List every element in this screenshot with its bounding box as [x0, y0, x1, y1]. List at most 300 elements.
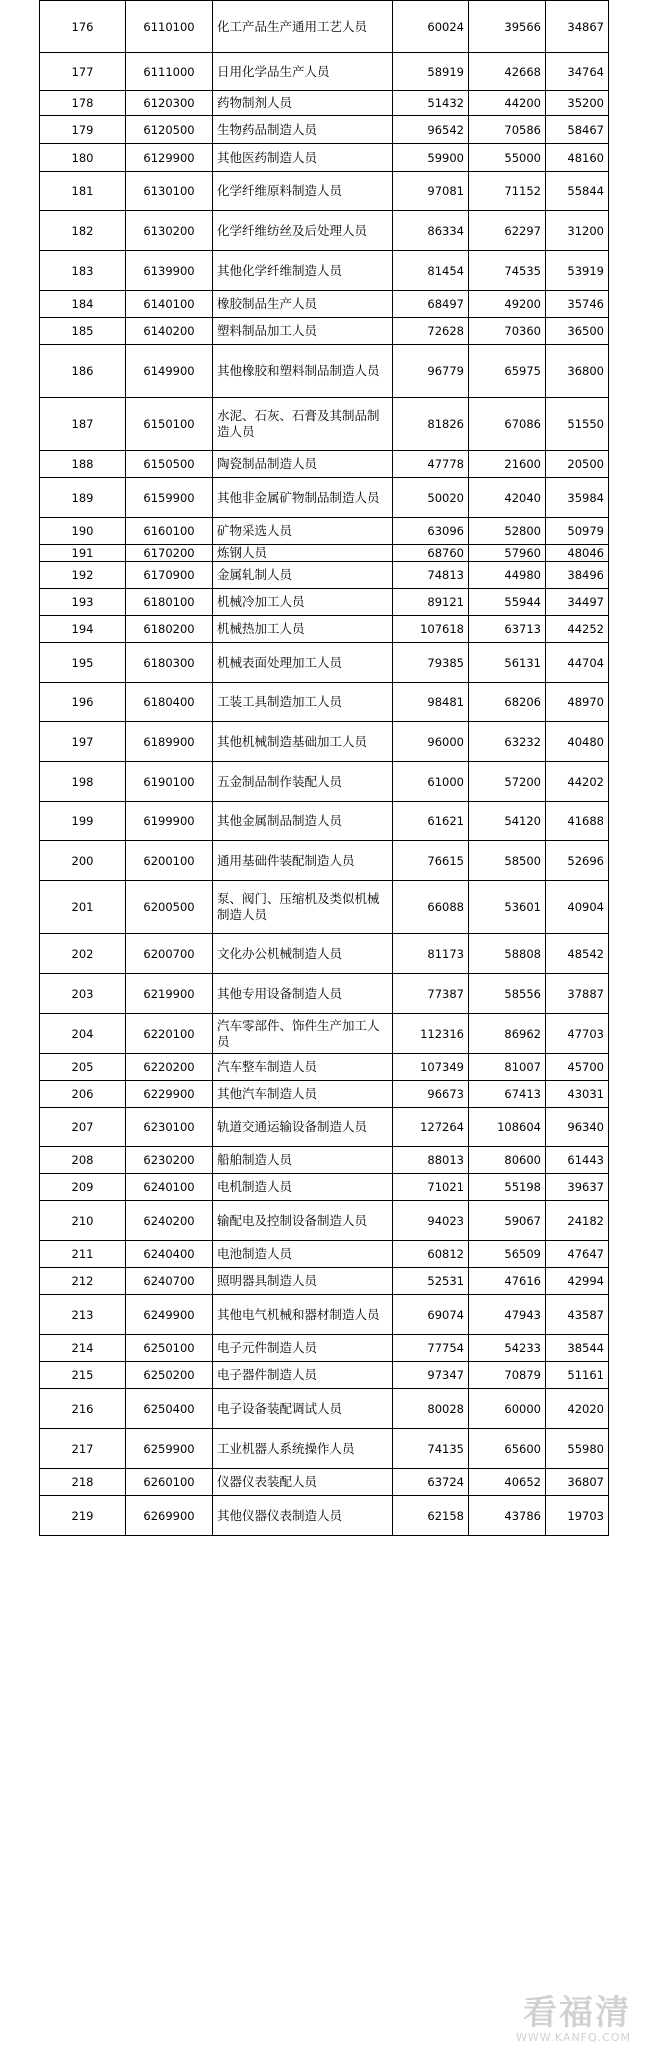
value-high-cell: 77387	[393, 974, 469, 1014]
row-number-cell: 193	[40, 589, 126, 616]
row-number-cell: 199	[40, 802, 126, 841]
occupation-code-cell: 6180400	[126, 683, 213, 722]
value-low-cell: 42994	[546, 1268, 609, 1295]
value-high-cell: 97081	[393, 172, 469, 211]
value-mid-cell: 57960	[469, 545, 546, 562]
value-low-cell: 44704	[546, 643, 609, 683]
occupation-name-cell: 其他汽车制造人员	[213, 1081, 393, 1108]
occupation-name-cell: 水泥、石灰、石膏及其制品制造人员	[213, 398, 393, 451]
value-low-cell: 24182	[546, 1201, 609, 1241]
value-mid-cell: 58808	[469, 934, 546, 974]
table-row	[40, 291, 609, 318]
row-number-cell: 198	[40, 762, 126, 802]
occupation-name-cell: 炼钢人员	[213, 545, 393, 562]
value-mid-cell: 81007	[469, 1054, 546, 1081]
value-mid-cell: 70586	[469, 116, 546, 144]
salary-table-sheet	[39, 0, 605, 1536]
occupation-code-cell: 6160100	[126, 518, 213, 545]
row-number-cell: 218	[40, 1469, 126, 1496]
value-high-cell: 68497	[393, 291, 469, 318]
value-low-cell: 35746	[546, 291, 609, 318]
value-mid-cell: 40652	[469, 1469, 546, 1496]
occupation-code-cell: 6130200	[126, 211, 213, 251]
occupation-code-cell: 6150500	[126, 451, 213, 478]
occupation-code-cell: 6120300	[126, 91, 213, 116]
occupation-name-cell: 塑料制品加工人员	[213, 318, 393, 345]
occupation-name-cell: 陶瓷制品制造人员	[213, 451, 393, 478]
occupation-code-cell: 6150100	[126, 398, 213, 451]
value-low-cell: 36807	[546, 1469, 609, 1496]
table-row	[40, 1054, 609, 1081]
value-low-cell: 39637	[546, 1174, 609, 1201]
row-number-cell: 211	[40, 1241, 126, 1268]
value-mid-cell: 54233	[469, 1335, 546, 1362]
table-row	[40, 1295, 609, 1335]
value-mid-cell: 70360	[469, 318, 546, 345]
value-mid-cell: 49200	[469, 291, 546, 318]
row-number-cell: 176	[40, 1, 126, 53]
value-low-cell: 51161	[546, 1362, 609, 1389]
occupation-name-cell: 机械表面处理加工人员	[213, 643, 393, 683]
value-low-cell: 96340	[546, 1108, 609, 1147]
row-number-cell: 178	[40, 91, 126, 116]
table-row	[40, 1389, 609, 1429]
occupation-name-cell: 工业机器人系统操作人员	[213, 1429, 393, 1469]
value-mid-cell: 42040	[469, 478, 546, 518]
value-high-cell: 74135	[393, 1429, 469, 1469]
table-row	[40, 1, 609, 53]
table-row	[40, 881, 609, 934]
row-number-cell: 180	[40, 144, 126, 172]
value-low-cell: 52696	[546, 841, 609, 881]
table-row	[40, 91, 609, 116]
value-low-cell: 48046	[546, 545, 609, 562]
occupation-code-cell: 6180300	[126, 643, 213, 683]
table-row	[40, 1268, 609, 1295]
value-mid-cell: 86962	[469, 1014, 546, 1054]
value-mid-cell: 59067	[469, 1201, 546, 1241]
value-mid-cell: 65975	[469, 345, 546, 398]
value-low-cell: 48970	[546, 683, 609, 722]
value-low-cell: 36500	[546, 318, 609, 345]
watermark-url-text: WWW.KANFQ.COM	[516, 2031, 631, 2044]
occupation-code-cell: 6230200	[126, 1147, 213, 1174]
occupation-name-cell: 化学纤维原料制造人员	[213, 172, 393, 211]
occupation-name-cell: 橡胶制品生产人员	[213, 291, 393, 318]
row-number-cell: 184	[40, 291, 126, 318]
occupation-code-cell: 6190100	[126, 762, 213, 802]
table-row	[40, 318, 609, 345]
table-row	[40, 116, 609, 144]
value-mid-cell: 44980	[469, 562, 546, 589]
value-high-cell: 127264	[393, 1108, 469, 1147]
occupation-code-cell: 6230100	[126, 1108, 213, 1147]
occupation-name-cell: 电池制造人员	[213, 1241, 393, 1268]
value-low-cell: 38544	[546, 1335, 609, 1362]
table-row	[40, 251, 609, 291]
occupation-code-cell: 6259900	[126, 1429, 213, 1469]
row-number-cell: 187	[40, 398, 126, 451]
value-mid-cell: 71152	[469, 172, 546, 211]
value-high-cell: 50020	[393, 478, 469, 518]
value-high-cell: 79385	[393, 643, 469, 683]
table-row	[40, 518, 609, 545]
value-high-cell: 60812	[393, 1241, 469, 1268]
value-high-cell: 63724	[393, 1469, 469, 1496]
table-row	[40, 398, 609, 451]
row-number-cell: 189	[40, 478, 126, 518]
value-high-cell: 59900	[393, 144, 469, 172]
occupation-code-cell: 6129900	[126, 144, 213, 172]
table-row	[40, 616, 609, 643]
value-mid-cell: 57200	[469, 762, 546, 802]
value-low-cell: 20500	[546, 451, 609, 478]
value-low-cell: 36800	[546, 345, 609, 398]
occupation-name-cell: 照明器具制造人员	[213, 1268, 393, 1295]
table-row	[40, 934, 609, 974]
value-high-cell: 71021	[393, 1174, 469, 1201]
row-number-cell: 204	[40, 1014, 126, 1054]
value-high-cell: 74813	[393, 562, 469, 589]
occupation-code-cell: 6180200	[126, 616, 213, 643]
row-number-cell: 192	[40, 562, 126, 589]
occupation-name-cell: 其他橡胶和塑料制品制造人员	[213, 345, 393, 398]
value-mid-cell: 70879	[469, 1362, 546, 1389]
table-row	[40, 589, 609, 616]
occupation-code-cell: 6220200	[126, 1054, 213, 1081]
value-mid-cell: 55000	[469, 144, 546, 172]
occupation-name-cell: 其他金属制品制造人员	[213, 802, 393, 841]
occupation-name-cell: 通用基础件装配制造人员	[213, 841, 393, 881]
row-number-cell: 179	[40, 116, 126, 144]
table-row	[40, 1081, 609, 1108]
value-high-cell: 86334	[393, 211, 469, 251]
occupation-code-cell: 6200500	[126, 881, 213, 934]
value-mid-cell: 58556	[469, 974, 546, 1014]
value-mid-cell: 63232	[469, 722, 546, 762]
occupation-code-cell: 6269900	[126, 1496, 213, 1536]
row-number-cell: 214	[40, 1335, 126, 1362]
value-low-cell: 35984	[546, 478, 609, 518]
occupation-code-cell: 6159900	[126, 478, 213, 518]
table-row	[40, 172, 609, 211]
occupation-name-cell: 化工产品生产通用工艺人员	[213, 1, 393, 53]
row-number-cell: 215	[40, 1362, 126, 1389]
value-low-cell: 55980	[546, 1429, 609, 1469]
value-mid-cell: 44200	[469, 91, 546, 116]
value-high-cell: 107618	[393, 616, 469, 643]
value-low-cell: 48160	[546, 144, 609, 172]
row-number-cell: 197	[40, 722, 126, 762]
occupation-code-cell: 6260100	[126, 1469, 213, 1496]
table-row	[40, 345, 609, 398]
value-low-cell: 53919	[546, 251, 609, 291]
occupation-code-cell: 6229900	[126, 1081, 213, 1108]
row-number-cell: 181	[40, 172, 126, 211]
row-number-cell: 208	[40, 1147, 126, 1174]
value-high-cell: 80028	[393, 1389, 469, 1429]
occupation-code-cell: 6249900	[126, 1295, 213, 1335]
occupation-name-cell: 其他机械制造基础加工人员	[213, 722, 393, 762]
occupation-name-cell: 轨道交通运输设备制造人员	[213, 1108, 393, 1147]
occupation-code-cell: 6189900	[126, 722, 213, 762]
value-high-cell: 88013	[393, 1147, 469, 1174]
value-high-cell: 98481	[393, 683, 469, 722]
occupation-name-cell: 泵、阀门、压缩机及类似机械制造人员	[213, 881, 393, 934]
table-row	[40, 1362, 609, 1389]
row-number-cell: 205	[40, 1054, 126, 1081]
value-high-cell: 62158	[393, 1496, 469, 1536]
occupation-code-cell: 6199900	[126, 802, 213, 841]
occupation-name-cell: 汽车零部件、饰件生产加工人员	[213, 1014, 393, 1054]
value-low-cell: 61443	[546, 1147, 609, 1174]
occupation-code-cell: 6219900	[126, 974, 213, 1014]
occupation-name-cell: 金属轧制人员	[213, 562, 393, 589]
value-mid-cell: 108604	[469, 1108, 546, 1147]
table-row	[40, 451, 609, 478]
value-high-cell: 94023	[393, 1201, 469, 1241]
value-low-cell: 48542	[546, 934, 609, 974]
value-high-cell: 89121	[393, 589, 469, 616]
value-high-cell: 96779	[393, 345, 469, 398]
occupation-name-cell: 化学纤维纺丝及后处理人员	[213, 211, 393, 251]
occupation-code-cell: 6140200	[126, 318, 213, 345]
value-mid-cell: 68206	[469, 683, 546, 722]
value-low-cell: 40480	[546, 722, 609, 762]
row-number-cell: 216	[40, 1389, 126, 1429]
value-low-cell: 40904	[546, 881, 609, 934]
row-number-cell: 188	[40, 451, 126, 478]
value-mid-cell: 74535	[469, 251, 546, 291]
table-row	[40, 1147, 609, 1174]
row-number-cell: 182	[40, 211, 126, 251]
value-mid-cell: 56131	[469, 643, 546, 683]
value-high-cell: 81454	[393, 251, 469, 291]
value-low-cell: 35200	[546, 91, 609, 116]
table-row	[40, 762, 609, 802]
value-low-cell: 44252	[546, 616, 609, 643]
value-mid-cell: 53601	[469, 881, 546, 934]
value-high-cell: 63096	[393, 518, 469, 545]
table-row	[40, 1469, 609, 1496]
occupation-name-cell: 输配电及控制设备制造人员	[213, 1201, 393, 1241]
value-low-cell: 47703	[546, 1014, 609, 1054]
row-number-cell: 196	[40, 683, 126, 722]
row-number-cell: 201	[40, 881, 126, 934]
value-high-cell: 97347	[393, 1362, 469, 1389]
value-high-cell: 61000	[393, 762, 469, 802]
table-row	[40, 1496, 609, 1536]
value-high-cell: 96673	[393, 1081, 469, 1108]
occupation-code-cell: 6170900	[126, 562, 213, 589]
occupation-code-cell: 6240200	[126, 1201, 213, 1241]
occupation-code-cell: 6149900	[126, 345, 213, 398]
occupation-code-cell: 6200100	[126, 841, 213, 881]
occupation-name-cell: 其他专用设备制造人员	[213, 974, 393, 1014]
occupation-name-cell: 电子设备装配调试人员	[213, 1389, 393, 1429]
occupation-code-cell: 6139900	[126, 251, 213, 291]
value-high-cell: 66088	[393, 881, 469, 934]
row-number-cell: 183	[40, 251, 126, 291]
occupation-code-cell: 6130100	[126, 172, 213, 211]
value-mid-cell: 80600	[469, 1147, 546, 1174]
table-row	[40, 144, 609, 172]
value-low-cell: 50979	[546, 518, 609, 545]
value-low-cell: 34497	[546, 589, 609, 616]
occupation-name-cell: 仪器仪表装配人员	[213, 1469, 393, 1496]
occupation-code-cell: 6240100	[126, 1174, 213, 1201]
value-low-cell: 47647	[546, 1241, 609, 1268]
value-mid-cell: 58500	[469, 841, 546, 881]
row-number-cell: 206	[40, 1081, 126, 1108]
row-number-cell: 207	[40, 1108, 126, 1147]
value-low-cell: 55844	[546, 172, 609, 211]
occupation-name-cell: 其他非金属矿物制品制造人员	[213, 478, 393, 518]
occupation-name-cell: 汽车整车制造人员	[213, 1054, 393, 1081]
value-mid-cell: 43786	[469, 1496, 546, 1536]
table-body	[40, 1, 609, 1536]
value-low-cell: 38496	[546, 562, 609, 589]
value-high-cell: 107349	[393, 1054, 469, 1081]
salary-table	[39, 0, 609, 1536]
table-row	[40, 53, 609, 91]
occupation-name-cell: 工装工具制造加工人员	[213, 683, 393, 722]
occupation-code-cell: 6110100	[126, 1, 213, 53]
row-number-cell: 209	[40, 1174, 126, 1201]
value-mid-cell: 47616	[469, 1268, 546, 1295]
table-row	[40, 1174, 609, 1201]
table-row	[40, 802, 609, 841]
value-high-cell: 96542	[393, 116, 469, 144]
value-high-cell: 69074	[393, 1295, 469, 1335]
row-number-cell: 191	[40, 545, 126, 562]
occupation-name-cell: 矿物采选人员	[213, 518, 393, 545]
value-high-cell: 81173	[393, 934, 469, 974]
value-high-cell: 112316	[393, 1014, 469, 1054]
occupation-code-cell: 6180100	[126, 589, 213, 616]
row-number-cell: 186	[40, 345, 126, 398]
watermark-logo-text: 看福清	[523, 1993, 631, 2033]
value-mid-cell: 67086	[469, 398, 546, 451]
value-mid-cell: 52800	[469, 518, 546, 545]
occupation-name-cell: 机械冷加工人员	[213, 589, 393, 616]
occupation-name-cell: 其他医药制造人员	[213, 144, 393, 172]
occupation-code-cell: 6170200	[126, 545, 213, 562]
row-number-cell: 177	[40, 53, 126, 91]
value-high-cell: 61621	[393, 802, 469, 841]
row-number-cell: 200	[40, 841, 126, 881]
occupation-code-cell: 6250400	[126, 1389, 213, 1429]
value-mid-cell: 63713	[469, 616, 546, 643]
occupation-name-cell: 文化办公机械制造人员	[213, 934, 393, 974]
value-high-cell: 47778	[393, 451, 469, 478]
occupation-code-cell: 6200700	[126, 934, 213, 974]
value-mid-cell: 60000	[469, 1389, 546, 1429]
value-mid-cell: 55944	[469, 589, 546, 616]
occupation-code-cell: 6140100	[126, 291, 213, 318]
value-low-cell: 43031	[546, 1081, 609, 1108]
value-high-cell: 60024	[393, 1, 469, 53]
table-row	[40, 1014, 609, 1054]
table-row	[40, 1429, 609, 1469]
value-low-cell: 58467	[546, 116, 609, 144]
value-low-cell: 42020	[546, 1389, 609, 1429]
table-row	[40, 1201, 609, 1241]
value-mid-cell: 54120	[469, 802, 546, 841]
occupation-name-cell: 机械热加工人员	[213, 616, 393, 643]
table-row	[40, 1108, 609, 1147]
value-high-cell: 96000	[393, 722, 469, 762]
occupation-name-cell: 电子元件制造人员	[213, 1335, 393, 1362]
value-high-cell: 51432	[393, 91, 469, 116]
value-low-cell: 31200	[546, 211, 609, 251]
value-low-cell: 37887	[546, 974, 609, 1014]
table-row	[40, 1241, 609, 1268]
row-number-cell: 202	[40, 934, 126, 974]
value-low-cell: 51550	[546, 398, 609, 451]
row-number-cell: 217	[40, 1429, 126, 1469]
occupation-name-cell: 船舶制造人员	[213, 1147, 393, 1174]
value-high-cell: 72628	[393, 318, 469, 345]
occupation-name-cell: 其他电气机械和器材制造人员	[213, 1295, 393, 1335]
value-high-cell: 81826	[393, 398, 469, 451]
table-row	[40, 1335, 609, 1362]
value-high-cell: 76615	[393, 841, 469, 881]
table-row	[40, 562, 609, 589]
occupation-code-cell: 6240400	[126, 1241, 213, 1268]
table-row	[40, 974, 609, 1014]
row-number-cell: 210	[40, 1201, 126, 1241]
occupation-code-cell: 6220100	[126, 1014, 213, 1054]
occupation-name-cell: 电机制造人员	[213, 1174, 393, 1201]
value-high-cell: 68760	[393, 545, 469, 562]
value-mid-cell: 42668	[469, 53, 546, 91]
occupation-name-cell: 日用化学品生产人员	[213, 53, 393, 91]
table-row	[40, 478, 609, 518]
value-low-cell: 44202	[546, 762, 609, 802]
row-number-cell: 195	[40, 643, 126, 683]
occupation-code-cell: 6120500	[126, 116, 213, 144]
occupation-code-cell: 6240700	[126, 1268, 213, 1295]
value-mid-cell: 21600	[469, 451, 546, 478]
table-row	[40, 211, 609, 251]
value-mid-cell: 56509	[469, 1241, 546, 1268]
row-number-cell: 212	[40, 1268, 126, 1295]
row-number-cell: 194	[40, 616, 126, 643]
value-mid-cell: 62297	[469, 211, 546, 251]
row-number-cell: 190	[40, 518, 126, 545]
table-row	[40, 683, 609, 722]
value-mid-cell: 67413	[469, 1081, 546, 1108]
table-row	[40, 643, 609, 683]
occupation-code-cell: 6250100	[126, 1335, 213, 1362]
occupation-name-cell: 其他仪器仪表制造人员	[213, 1496, 393, 1536]
row-number-cell: 213	[40, 1295, 126, 1335]
value-high-cell: 58919	[393, 53, 469, 91]
occupation-name-cell: 电子器件制造人员	[213, 1362, 393, 1389]
value-low-cell: 45700	[546, 1054, 609, 1081]
table-row	[40, 545, 609, 562]
value-mid-cell: 55198	[469, 1174, 546, 1201]
value-mid-cell: 39566	[469, 1, 546, 53]
occupation-name-cell: 生物药品制造人员	[213, 116, 393, 144]
row-number-cell: 203	[40, 974, 126, 1014]
site-watermark	[516, 1995, 631, 2044]
value-low-cell: 34867	[546, 1, 609, 53]
value-low-cell: 41688	[546, 802, 609, 841]
value-mid-cell: 65600	[469, 1429, 546, 1469]
occupation-name-cell: 五金制品制作装配人员	[213, 762, 393, 802]
